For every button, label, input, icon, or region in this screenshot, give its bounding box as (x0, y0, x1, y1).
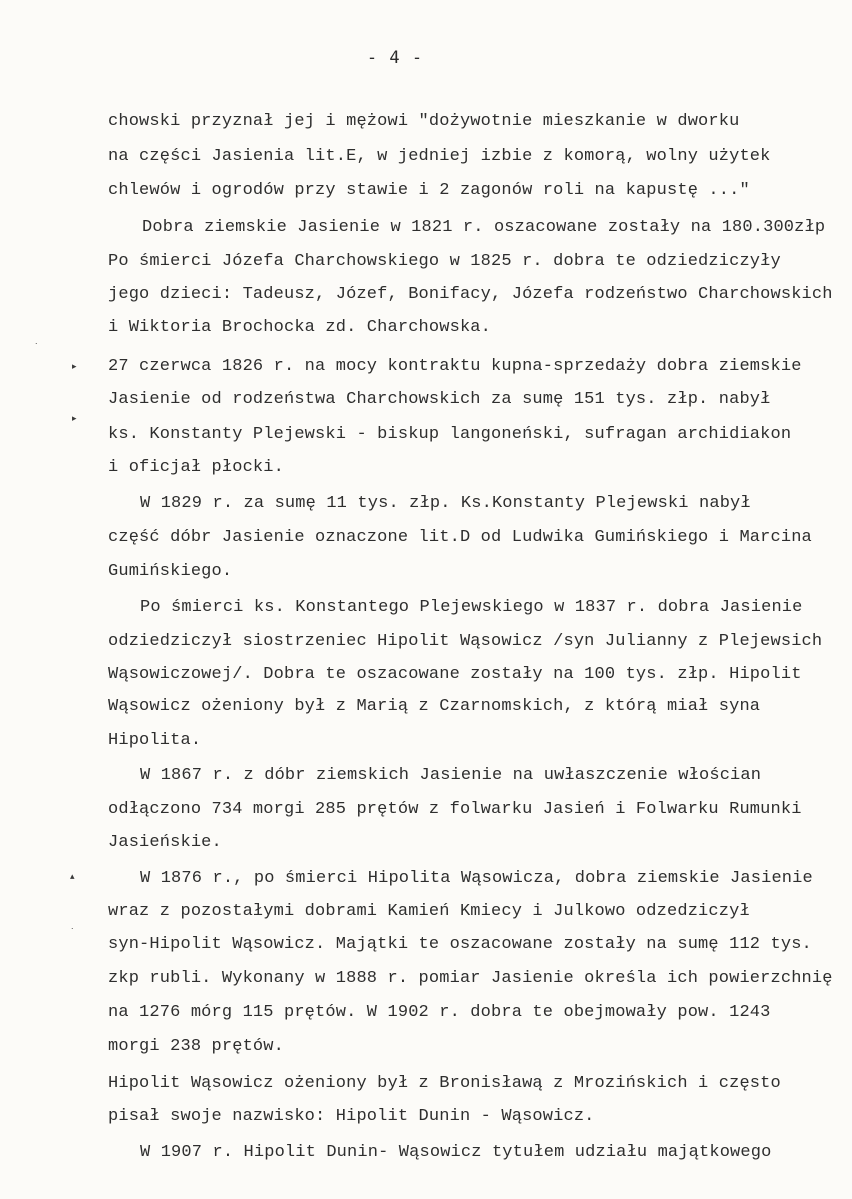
text-line: część dóbr Jasienie oznaczone lit.D od Ludwika Gumińskiego i Marcina (108, 528, 812, 547)
text-line: i oficjał płocki. (108, 458, 284, 477)
text-line: i Wiktoria Brochocka zd. Charchowska. (108, 318, 492, 337)
text-line: Wąsowicz ożeniony był z Marią z Czarnomskich, z którą miał syna (108, 697, 761, 716)
text-line: na 1276 mórg 115 prętów. W 1902 r. dobra te obejmowały pow. 1243 (108, 1003, 771, 1022)
text-line: odziedziczył siostrzeniec Hipolit Wąsowicz /syn Julianny z Plejewsich (108, 632, 823, 651)
margin-mark: ˙ (70, 928, 75, 938)
margin-mark: ▸ (72, 414, 77, 424)
text-line: wraz z pozostałymi dobrami Kamień Kmiecy i Julkowo odzedziczył (108, 902, 750, 921)
text-line: Jasieńskie. (108, 833, 222, 852)
text-line: W 1907 r. Hipolit Dunin- Wąsowicz tytułem udziału majątkowego (140, 1143, 772, 1162)
text-line: Po śmierci ks. Konstantego Plejewskiego w 1837 r. dobra Jasienie (140, 598, 803, 617)
text-line: jego dzieci: Tadeusz, Józef, Bonifacy, Józefa rodzeństwo Charchowskich (108, 285, 833, 304)
text-line: Po śmierci Józefa Charchowskiego w 1825 r. dobra te odziedziczyły (108, 252, 781, 271)
text-line: Wąsowiczowej/. Dobra te oszacowane zostały na 100 tys. złp. Hipolit (108, 665, 802, 684)
text-line: Dobra ziemskie Jasienie w 1821 r. oszacowane zostały na 180.300złp (142, 218, 826, 237)
text-line: W 1829 r. za sumę 11 tys. złp. Ks.Konstanty Plejewski nabył (140, 494, 751, 513)
text-line: Hipolita. (108, 731, 202, 750)
text-line: ks. Konstanty Plejewski - biskup langoneński, sufragan archidiakon (108, 425, 792, 444)
text-line: 27 czerwca 1826 r. na mocy kontraktu kupna-sprzedaży dobra ziemskie (108, 357, 802, 376)
text-line: W 1867 r. z dóbr ziemskich Jasienie na uwłaszczenie włościan (140, 766, 762, 785)
text-line: Gumińskiego. (108, 562, 233, 581)
margin-mark: ▴ (70, 872, 75, 882)
text-line: morgi 238 prętów. (108, 1037, 284, 1056)
margin-mark: ˙ (34, 343, 39, 353)
text-line: pisał swoje nazwisko: Hipolit Dunin - Wąsowicz. (108, 1107, 595, 1126)
text-line: na części Jasienia lit.E, w jedniej izbie z komorą, wolny użytek (108, 147, 771, 166)
text-line: Hipolit Wąsowicz ożeniony był z Bronisławą z Mrozińskich i często (108, 1074, 781, 1093)
text-line: chlewów i ogrodów przy stawie i 2 zagonów roli na kapustę ..." (108, 181, 750, 200)
text-line: zkp rubli. Wykonany w 1888 r. pomiar Jasienie określa ich powierzchnię (108, 969, 833, 988)
page-number: - 4 - (366, 48, 424, 68)
text-line: odłączono 734 morgi 285 prętów z folwarku Jasień i Folwarku Rumunki (108, 800, 802, 819)
text-line: chowski przyznał jej i mężowi "dożywotnie mieszkanie w dworku (108, 112, 740, 131)
text-line: syn-Hipolit Wąsowicz. Majątki te oszacowane zostały na sumę 112 tys. (108, 935, 812, 954)
text-line: W 1876 r., po śmierci Hipolita Wąsowicza, dobra ziemskie Jasienie (140, 869, 813, 888)
text-line: Jasienie od rodzeństwa Charchowskich za sumę 151 tys. złp. nabył (108, 390, 771, 409)
margin-mark: ▸ (72, 362, 77, 372)
